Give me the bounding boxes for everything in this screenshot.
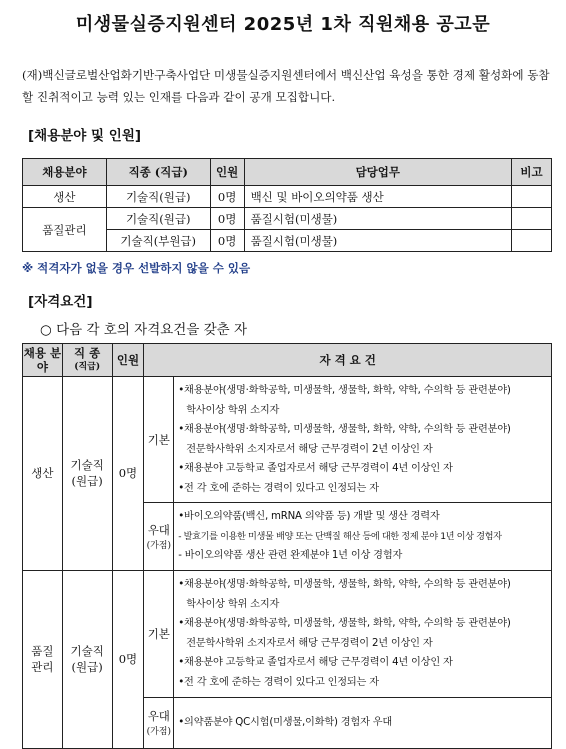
job-cell: 기술직(원급) — [106, 208, 210, 230]
field-cell: 생산 — [23, 186, 107, 208]
intro-paragraph: (재)백신글로벌산업화기반구축사업단 미생물실증지원센터에서 백신산업 육성을 통한 경제 활성화에 동참할 진취적이고 능력 있는 인재를 다음과 같이 공개 모집합니다. — [22, 68, 550, 104]
category-label: 기본 — [144, 377, 174, 503]
duty-cell: 품질시험(미생물) — [244, 230, 511, 252]
list-item: •바이오의약품(백신, mRNA 의약품 등) 개발 및 생산 경력자 — [178, 511, 440, 522]
header-cell: 채용분야 — [23, 159, 107, 186]
category-label: 기본 — [144, 570, 174, 697]
list-item: •채용분야 고등학교 졸업자로서 해당 근무경력이 4년 이상인 자 — [178, 657, 453, 668]
list-item: 학사이상 학위 소지자 — [186, 598, 280, 610]
count-cell: 0명 — [210, 230, 244, 252]
field-cell: 품질관리 — [23, 208, 107, 252]
table-row — [23, 186, 552, 208]
list-item: •전 각 호에 준하는 경력이 있다고 인정되는 자 — [178, 482, 379, 494]
header-field: 채용 분야 — [23, 344, 63, 377]
list-item: •채용분야(생명·화학공학, 미생물학, 생물학, 화학, 약학, 수의학 등 관련분야) — [178, 618, 511, 629]
job-cell: 기술직 (원급) — [62, 570, 112, 748]
job-cell: 기술직(원급) — [106, 186, 210, 208]
table-row — [23, 208, 552, 230]
list-item: •채용분야(생명·화학공학, 미생물학, 생물학, 화학, 약학, 수의학 등 관련분야) — [178, 385, 511, 396]
category-label: 우대 (가점) — [144, 503, 174, 571]
remark-cell — [512, 186, 552, 208]
count-cell: 0명 — [112, 570, 144, 748]
page-title: 미생물실증지원센터 2025년 1차 직원채용 공고문 — [75, 14, 491, 35]
requirements-table — [22, 343, 552, 749]
duty-cell: 품질시험(미생물) — [244, 208, 511, 230]
field-cell: 생산 — [23, 377, 63, 571]
header-cell: 인원 — [210, 159, 244, 186]
remark-cell — [512, 208, 552, 230]
table-row — [23, 377, 552, 503]
table-header-row — [23, 344, 552, 377]
category-label: 우대 (가점) — [144, 697, 174, 748]
list-item: •채용분야(생명·화학공학, 미생물학, 생물학, 화학, 약학, 수의학 등 관련분야) — [178, 424, 511, 435]
positions-table — [22, 158, 552, 252]
header-job: 직 종 (직급) — [62, 344, 112, 377]
duty-cell: 백신 및 바이오의약품 생산 — [244, 186, 511, 208]
count-cell: 0명 — [210, 208, 244, 230]
basic-requirements — [174, 570, 552, 697]
remark-cell — [512, 230, 552, 252]
list-item: •채용분야(생명·화학공학, 미생물학, 생물학, 화학, 약학, 수의학 등 관련분야) — [178, 579, 511, 590]
header-count: 인원 — [112, 344, 144, 377]
list-item: - 발효기를 이용한 미생물 배양 또는 단백질 해산 등에 대한 정제 분야 1년 이상 경험자 — [178, 530, 502, 542]
section-heading-requirements: [자격요건] — [28, 294, 93, 310]
list-item: •전 각 호에 준하는 경력이 있다고 인정되는 자 — [178, 676, 379, 688]
list-item: - 바이오의약품 생산 관련 완제분야 1년 이상 경험자 — [178, 550, 403, 561]
count-cell: 0명 — [112, 377, 144, 571]
header-cell: 직종 (직급) — [106, 159, 210, 186]
job-cell: 기술직(부원급) — [106, 230, 210, 252]
header-cell: 담당업무 — [244, 159, 511, 186]
list-item: 학사이상 학위 소지자 — [186, 404, 280, 416]
list-item: •의약품분야 QC시험(미생물,이화학) 경험자 우대 — [178, 716, 393, 728]
field-cell: 품질 관리 — [23, 570, 63, 748]
requirements-subtitle: ○ 다음 각 호의 자격요건을 갖춘 자 — [40, 322, 248, 338]
list-item: 전문학사학위 소지자로서 해당 근무경력이 2년 이상인 자 — [186, 443, 433, 455]
job-cell: 기술직 (원급) — [62, 377, 112, 571]
table-header-row — [23, 159, 552, 186]
list-item: 전문학사학위 소지자로서 해당 근무경력이 2년 이상인 자 — [186, 637, 433, 649]
basic-requirements — [174, 377, 552, 503]
selection-note: ※ 적격자가 없을 경우 선발하지 않을 수 있음 — [22, 261, 251, 275]
preferred-requirements — [174, 503, 552, 571]
count-cell: 0명 — [210, 186, 244, 208]
header-requirements: 자 격 요 건 — [144, 344, 552, 377]
table-row — [23, 570, 552, 697]
list-item: •채용분야 고등학교 졸업자로서 해당 근무경력이 4년 이상인 자 — [178, 463, 453, 474]
section-heading-positions: [채용분야 및 인원] — [28, 128, 142, 144]
header-cell: 비고 — [512, 159, 552, 186]
preferred-requirements — [174, 697, 552, 748]
